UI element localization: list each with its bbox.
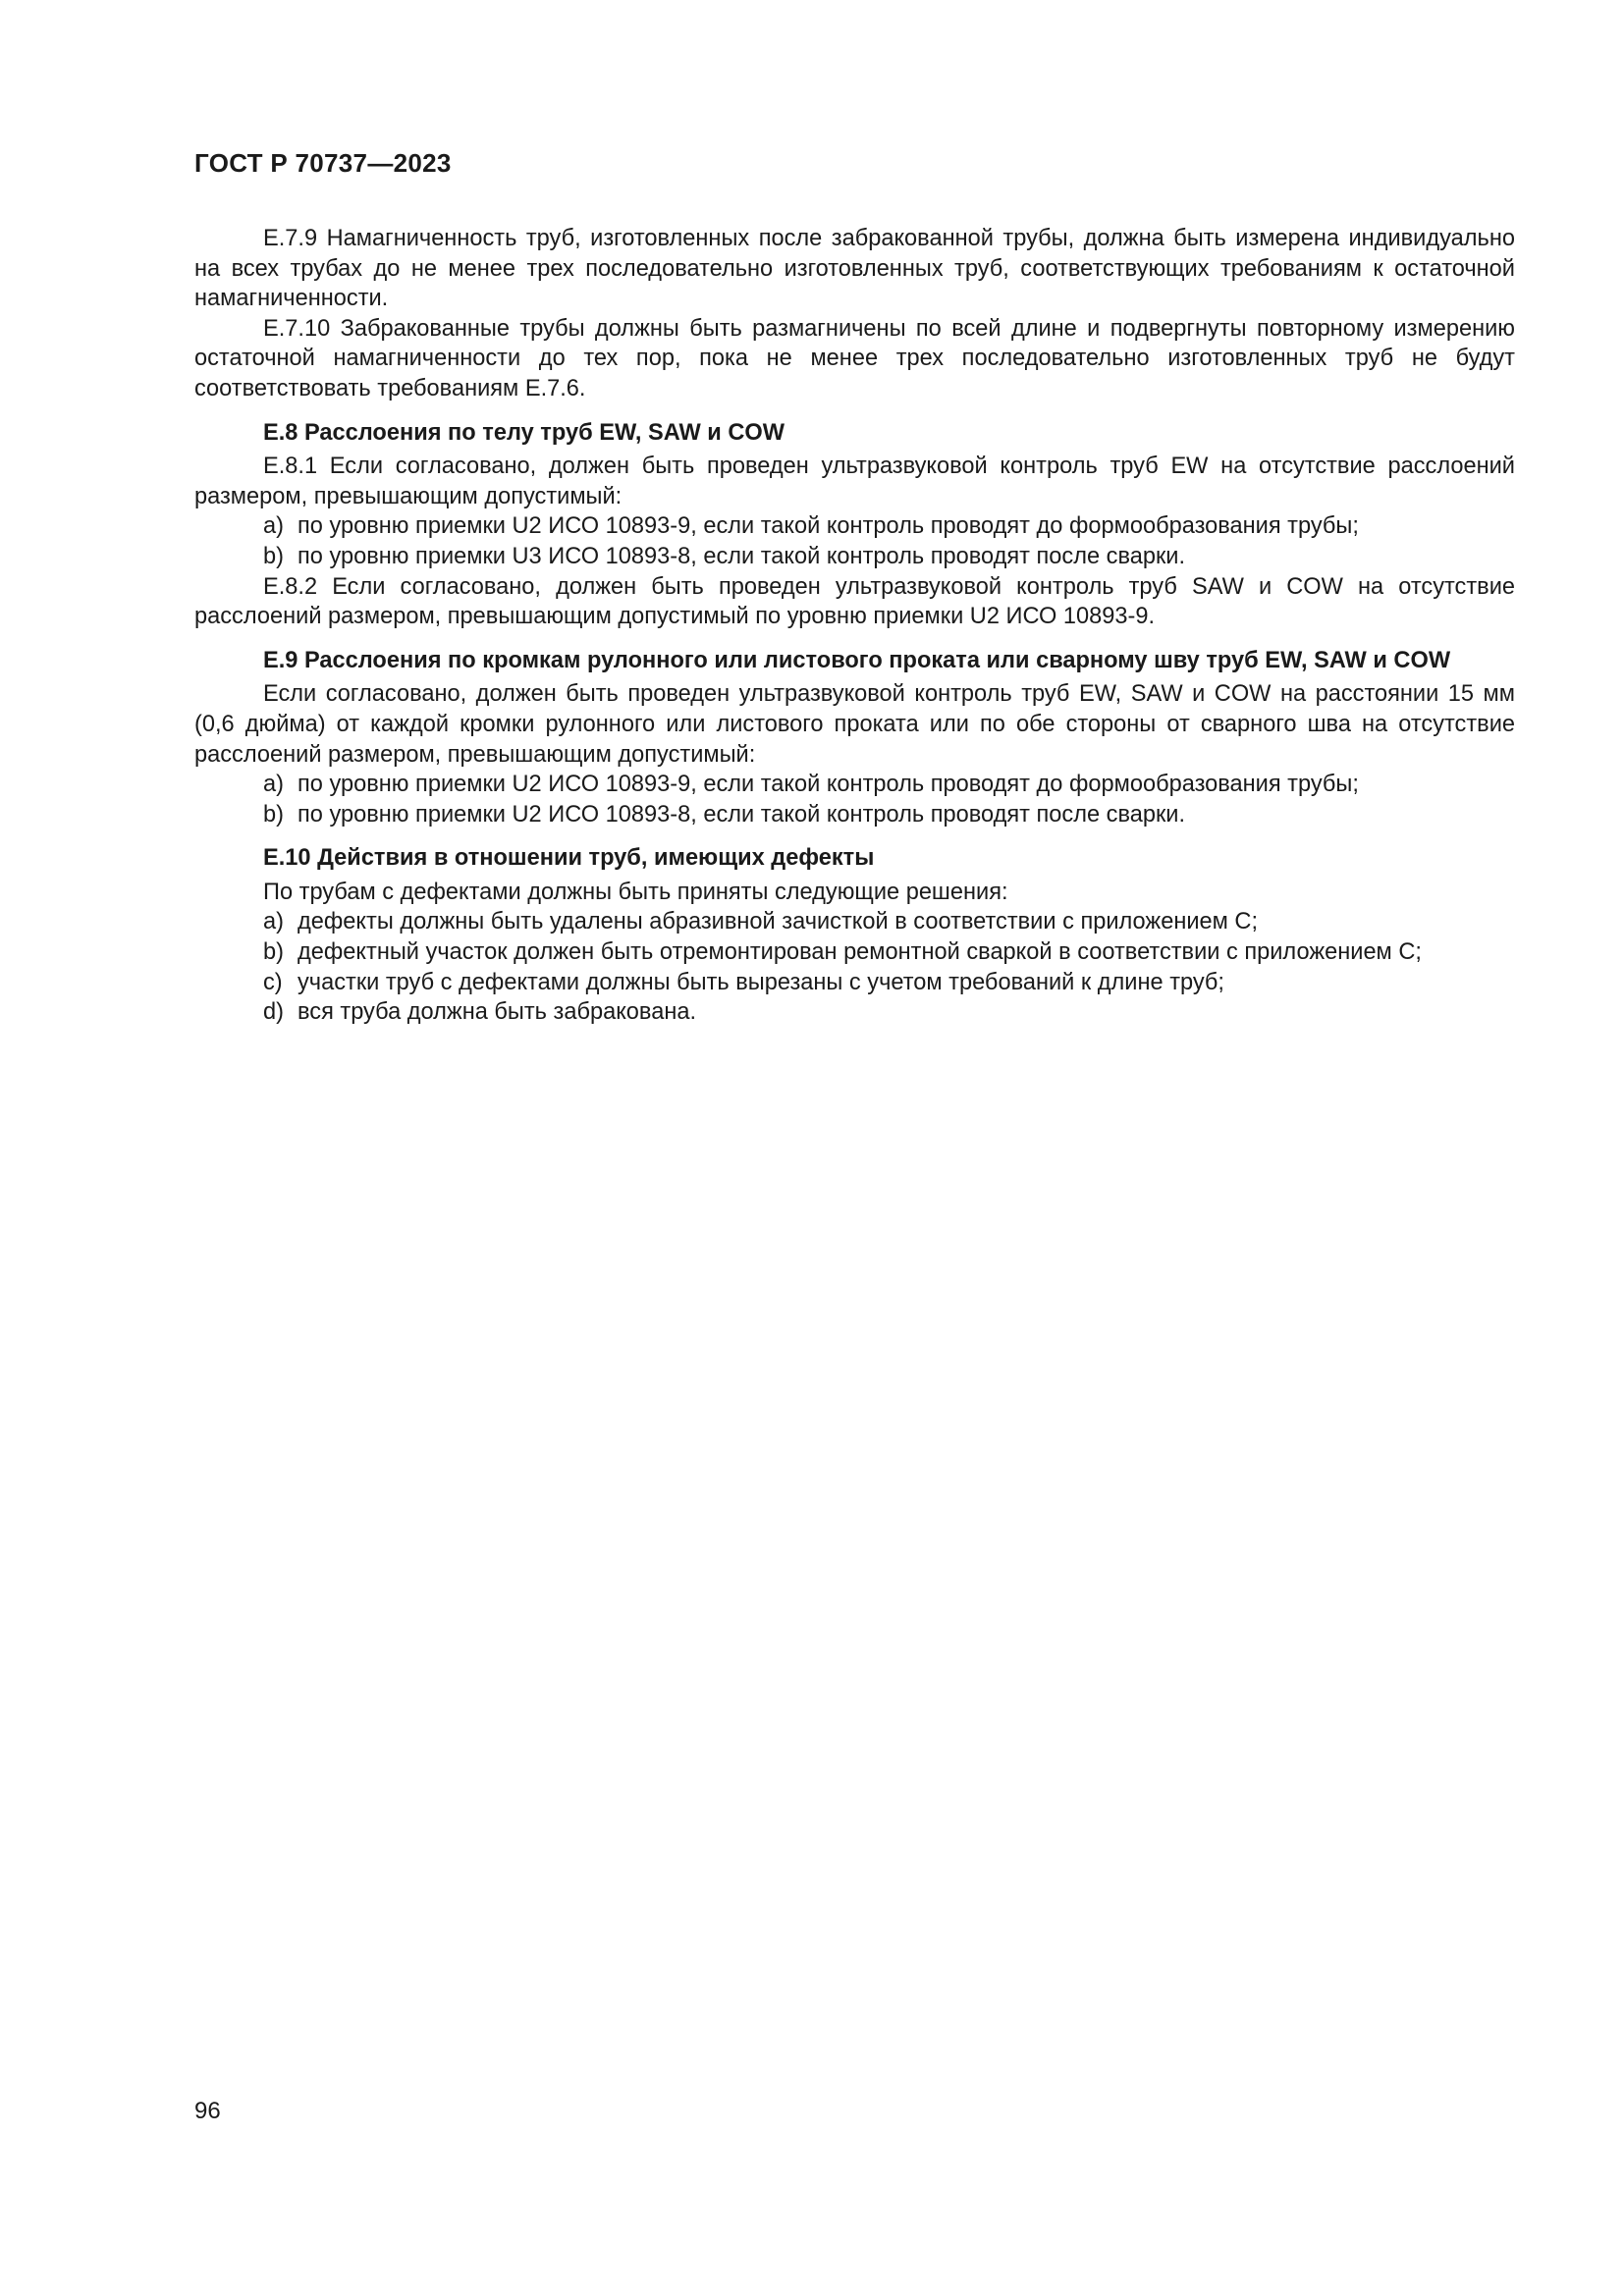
clause-e7-9: Е.7.9 Намагниченность труб, изготовленных после забракованной трубы, должна быть измерена индивидуально на всех трубах до не менее трех последовательно изготовленных труб, соответствующих требованиям к остаточной намагниченности. xyxy=(194,226,1515,312)
list-item-text: дефекты должны быть удалены абразивной зачисткой в соответствии с приложением С; xyxy=(298,909,1259,935)
list-marker: a) xyxy=(263,772,284,798)
list-item xyxy=(194,997,1515,1028)
list-marker: d) xyxy=(263,999,284,1026)
page-number: 96 xyxy=(194,2098,221,2124)
list-item xyxy=(194,968,1515,998)
list-item xyxy=(194,770,1515,800)
clause-e10-intro: По трубам с дефектами должны быть приняты следующие решения: xyxy=(263,879,1008,905)
list-item-text: по уровню приемки U2 ИСО 10893-9, если такой контроль проводят до формообразования трубы; xyxy=(298,513,1359,540)
list-item xyxy=(194,542,1515,572)
list-marker: b) xyxy=(263,543,284,569)
list-marker: a) xyxy=(263,513,284,540)
clause-e7-10: Е.7.10 Забракованные трубы должны быть размагничены по всей длине и подвергнуты повторному измерению остаточной намагниченности до тех пор, пока не менее трех последовательно изготовленных труб не будут соответствовать требованиям Е.7.6. xyxy=(194,315,1515,401)
document-code-header: ГОСТ Р 70737—2023 xyxy=(194,148,452,178)
clause-e8-1: Е.8.1 Если согласовано, должен быть проведен ультразвуковой контроль труб EW на отсутствие расслоений размером, превышающим допустимый: xyxy=(194,454,1515,509)
list-item-text: по уровню приемки U3 ИСО 10893-8, если такой контроль проводят после сварки. xyxy=(298,543,1186,569)
section-e9-heading: Е.9 Расслоения по кромкам рулонного или листового проката или сварному шву труб EW, SAW и COW xyxy=(263,647,1451,673)
list-item-text: по уровню приемки U2 ИСО 10893-9, если такой контроль проводят до формообразования трубы; xyxy=(298,772,1359,798)
list-marker: a) xyxy=(263,909,284,935)
list-marker: b) xyxy=(263,801,284,828)
list-item-text: по уровню приемки U2 ИСО 10893-8, если такой контроль проводят после сварки. xyxy=(298,801,1186,828)
list-item xyxy=(194,511,1515,542)
section-e10-heading: Е.10 Действия в отношении труб, имеющих дефекты xyxy=(263,845,875,872)
list-marker: c) xyxy=(263,969,283,995)
clause-e8-2: Е.8.2 Если согласовано, должен быть проведен ультразвуковой контроль труб SAW и COW на отсутствие расслоений размером, превышающим допустимый по уровню приемки U2 ИСО 10893-9. xyxy=(194,573,1515,630)
list-item-text: дефектный участок должен быть отремонтирован ремонтной сваркой в соответствии с приложением С; xyxy=(298,939,1422,966)
list-item xyxy=(194,937,1515,968)
list-item-text: вся труба должна быть забракована. xyxy=(298,999,697,1026)
section-e8-heading: Е.8 Расслоения по телу труб EW, SAW и COW xyxy=(263,419,785,446)
clause-e9-body: Если согласовано, должен быть проведен ультразвуковой контроль труб EW, SAW и COW на расстоянии 15 мм (0,6 дюйма) от каждой кромки рулонного или листового проката или по обе стороны от сварного шва на отсутствие расслоений размером, превышающим допустимый: xyxy=(194,681,1515,768)
list-marker: b) xyxy=(263,939,284,966)
document-body xyxy=(194,224,1515,1028)
list-item-text: участки труб с дефектами должны быть вырезаны с учетом требований к длине труб; xyxy=(298,969,1224,995)
list-item xyxy=(194,907,1515,937)
list-item xyxy=(194,800,1515,830)
